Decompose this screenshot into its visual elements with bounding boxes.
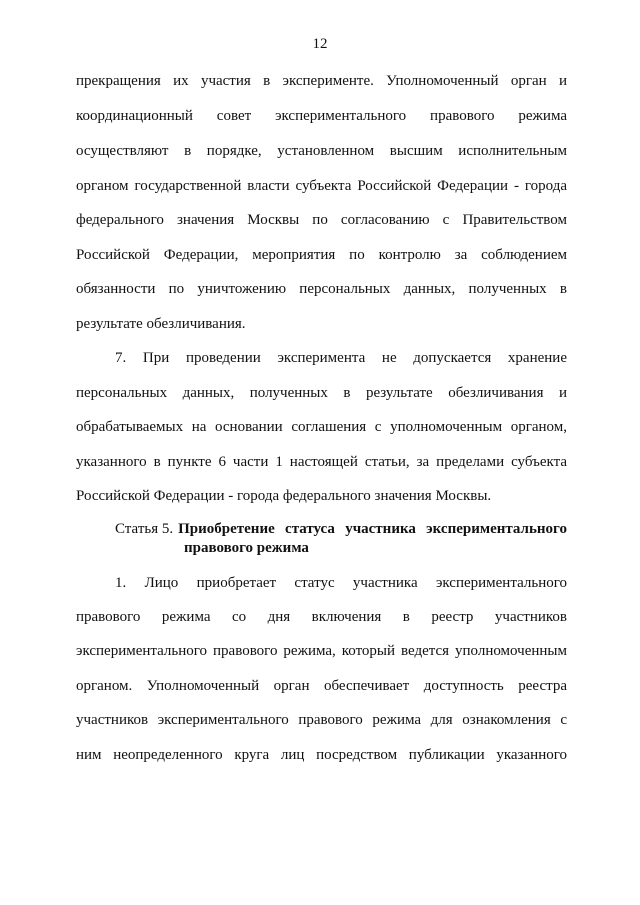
paragraph-line: 1. Лицо приобретает статус участника экспериментального [115,575,567,591]
paragraph-line: координационный совет экспериментального правового режима [76,108,567,124]
paragraph-line: федерального значения Москвы по согласованию с Правительством [76,212,567,228]
paragraph-line: результате обезличивания. [76,316,246,332]
paragraph-line: персональных данных, полученных в результате обезличивания и [76,385,567,401]
paragraph-line: обрабатываемых на основании соглашения с уполномоченным органом, [76,419,567,435]
paragraph-line: Российской Федерации - города федерального значения Москвы. [76,488,492,504]
article-label: Статья 5. [115,521,174,537]
paragraph-line: обязанности по уничтожению персональных данных, полученных в [76,281,567,297]
paragraph-line: указанного в пункте 6 части 1 настоящей статьи, за пределами субъекта [76,454,567,470]
paragraph-line: правового режима со дня включения в реестр участников [76,609,567,625]
paragraph-line: участников экспериментального правового режима для ознакомления с [76,712,567,728]
paragraph-line: 7. При проведении эксперимента не допускается хранение [115,350,567,366]
paragraph-line: экспериментального правового режима, который ведется уполномоченным [76,643,567,659]
paragraph-line: ним неопределенного круга лиц посредством публикации указанного [76,747,567,763]
paragraph-line: Российской Федерации, мероприятия по контролю за соблюдением [76,247,567,263]
paragraph-line: органом государственной власти субъекта Российской Федерации - города [76,178,567,194]
paragraph-line: органом. Уполномоченный орган обеспечивает доступность реестра [76,678,567,694]
paragraph-line: прекращения их участия в эксперименте. Уполномоченный орган и [76,73,567,89]
article-heading [115,520,567,558]
page-number: 12 [312,36,328,52]
paragraph-line: осуществляют в порядке, установленном высшим исполнительным [76,143,567,159]
article-title-line2: правового режима [184,540,309,556]
article-title-line1: Приобретение статуса участника экспериментального [178,521,567,537]
